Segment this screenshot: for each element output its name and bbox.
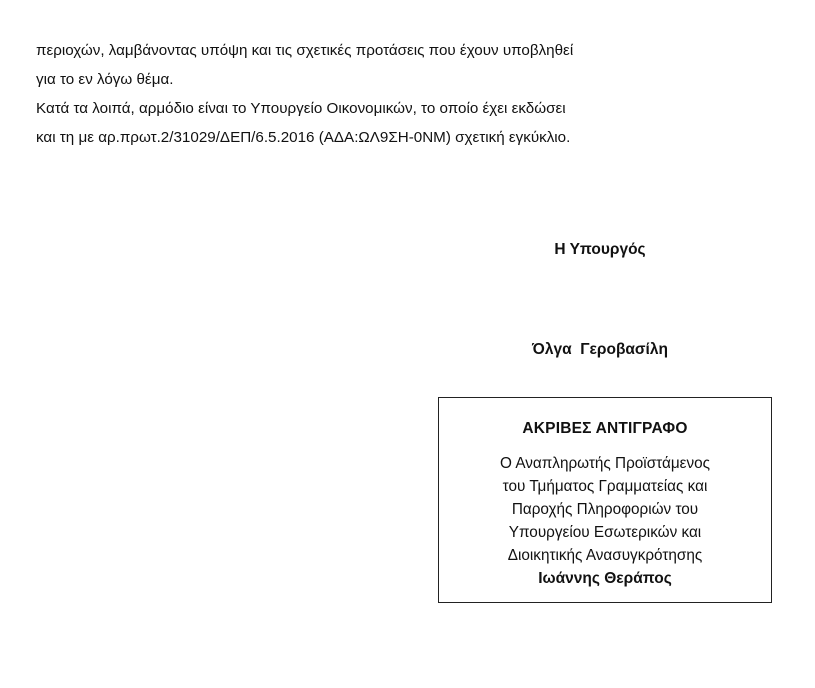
certified-copy-line: του Τμήματος Γραμματείας και bbox=[502, 478, 708, 495]
certified-copy-line: Υπουργείου Εσωτερικών και bbox=[508, 524, 702, 541]
body-paragraph-1 bbox=[36, 36, 756, 94]
certified-copy-line: Ο Αναπληρωτής Προϊστάμενος bbox=[500, 455, 710, 472]
certified-copy-line: Παροχής Πληροφοριών του bbox=[511, 501, 699, 518]
signature-name: Όλγα Γεροβασίλη bbox=[532, 341, 668, 358]
certified-copy-signer: Ιωάννης Θεράπος bbox=[538, 570, 672, 587]
text-line: περιοχών, λαμβάνοντας υπόψη και τις σχετικές προτάσεις που έχουν υποβληθεί bbox=[36, 42, 574, 59]
text-line: για το εν λόγω θέμα. bbox=[36, 71, 174, 88]
certified-copy-box bbox=[438, 397, 772, 603]
text-line: Κατά τα λοιπά, αρμόδιο είναι το Υπουργείο Οικονομικών, το οποίο έχει εκδώσει bbox=[36, 100, 566, 117]
certified-copy-line: Διοικητικής Ανασυγκρότησης bbox=[507, 547, 703, 564]
signature-title: Η Υπουργός bbox=[554, 241, 646, 258]
body-paragraph-2 bbox=[36, 94, 756, 152]
text-line: και τη με αρ.πρωτ.2/31029/ΔΕΠ/6.5.2016 (ΑΔΑ:ΩΛ9ΣΗ-0ΝΜ) σχετική εγκύκλιο. bbox=[36, 129, 571, 146]
certified-copy-heading: ΑΚΡΙΒΕΣ ΑΝΤΙΓΡΑΦΟ bbox=[522, 420, 688, 437]
certified-copy-lines bbox=[439, 452, 771, 567]
